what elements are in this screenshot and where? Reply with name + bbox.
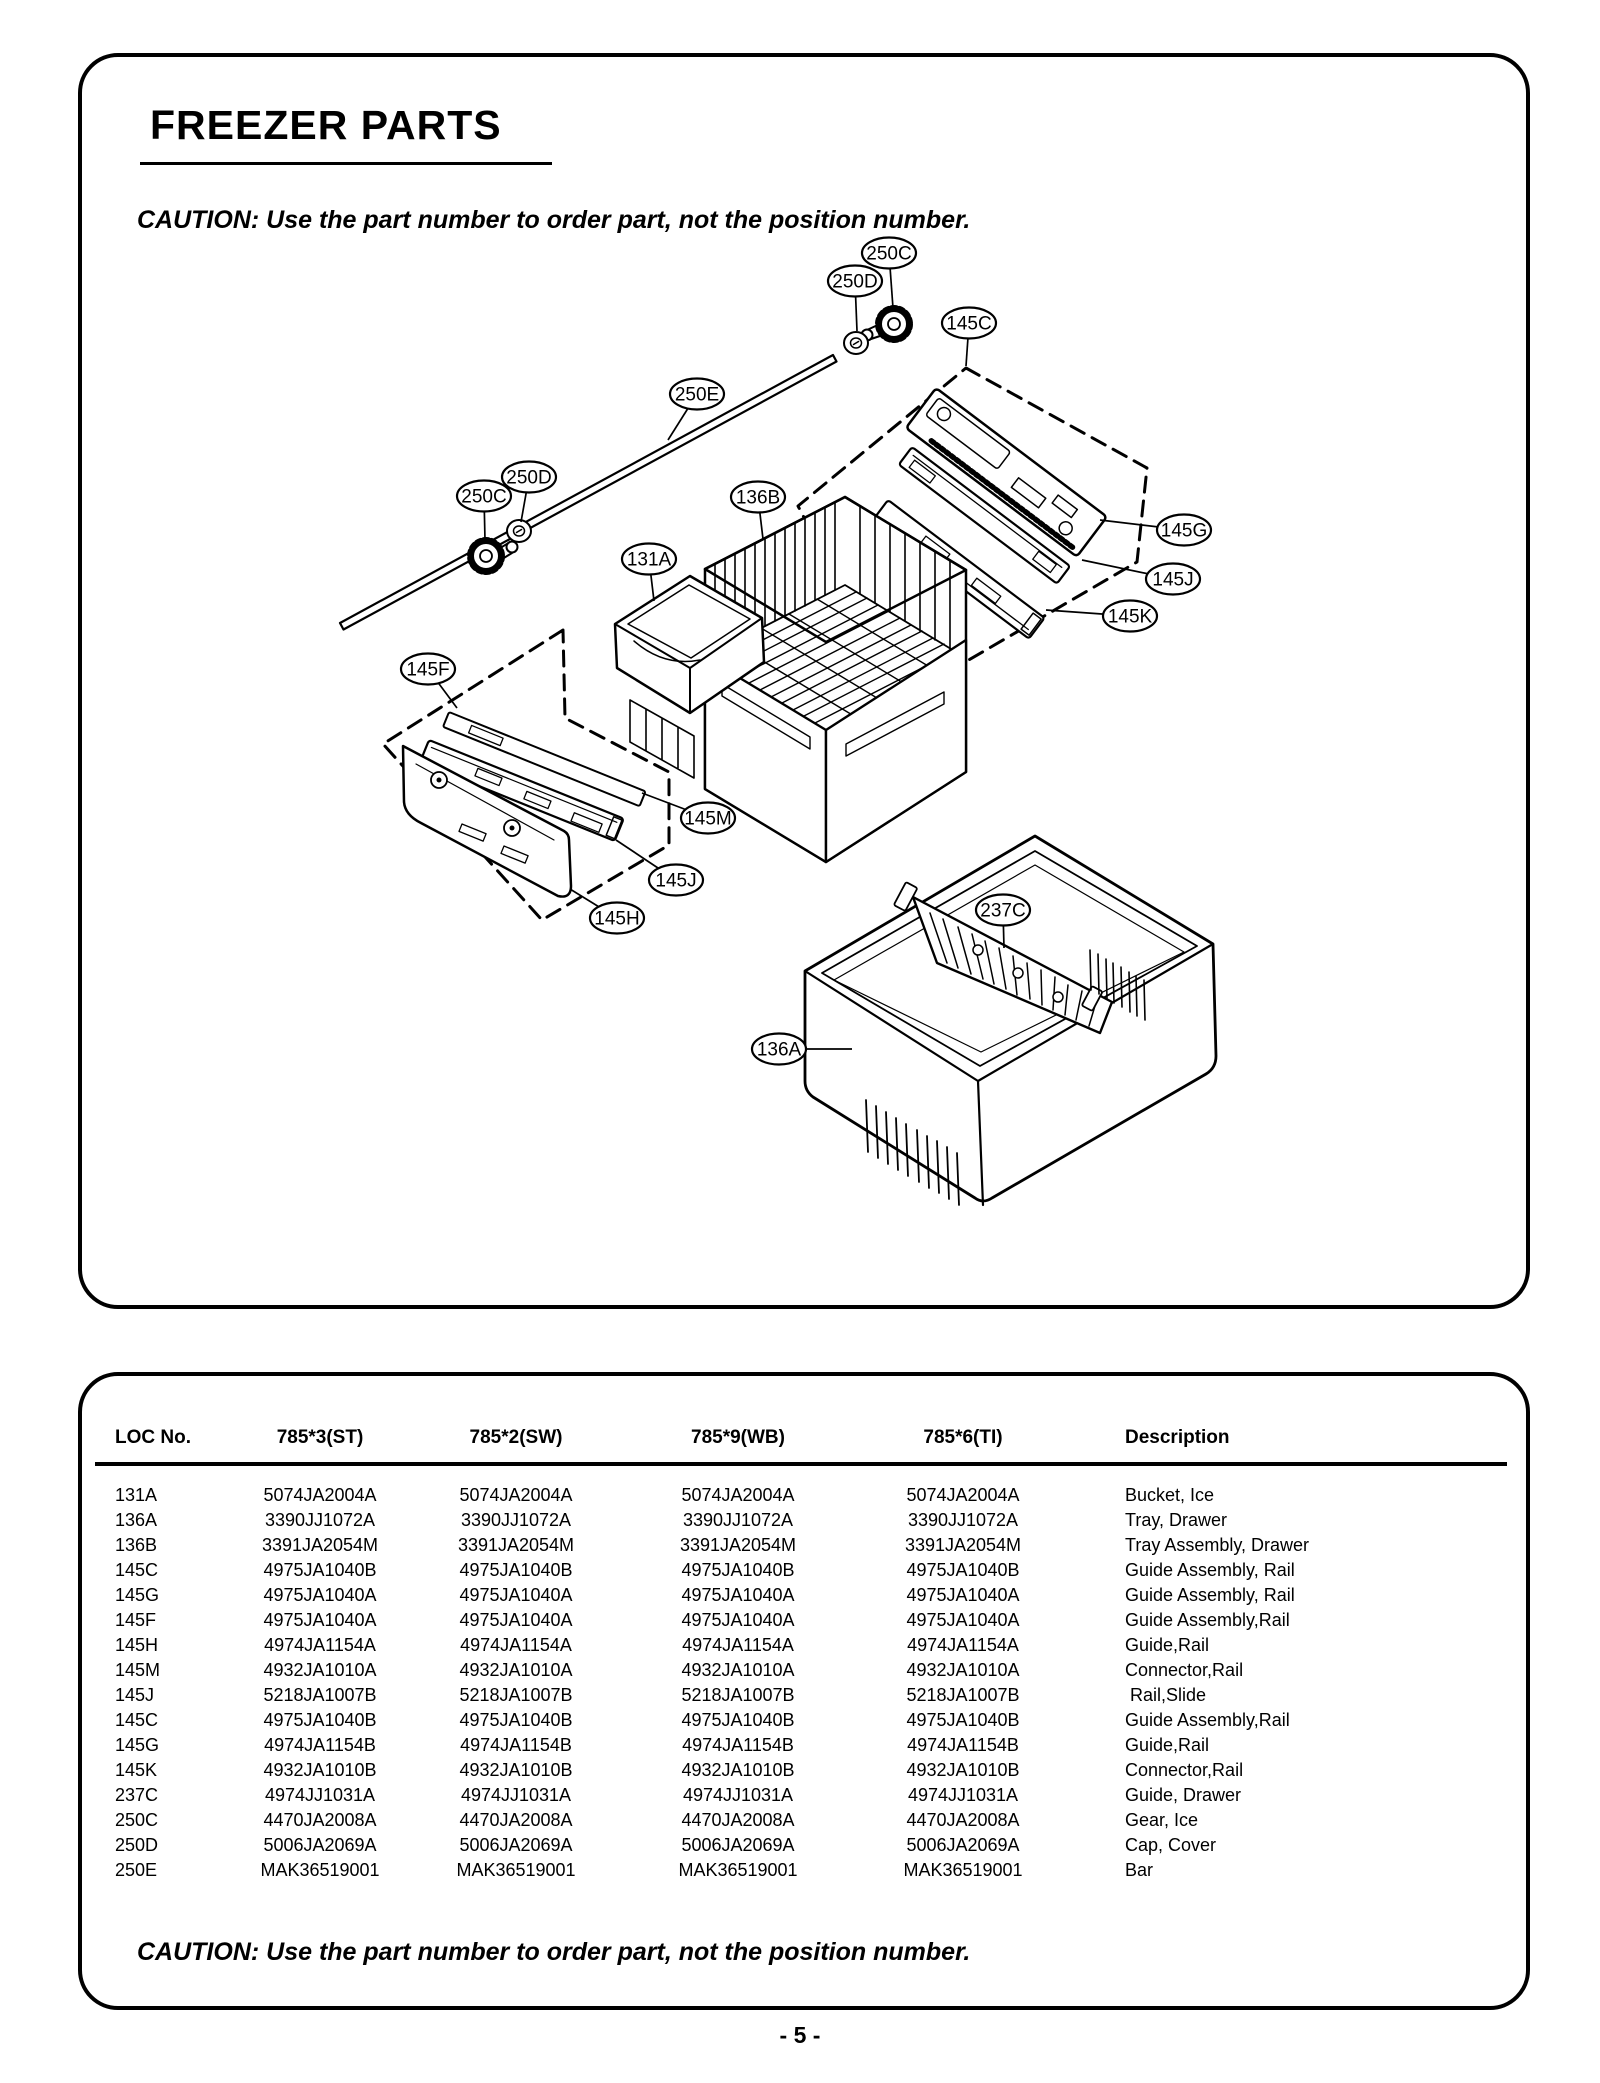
loc-cell: 250C [115, 1810, 159, 1830]
loc-cell: 136B [115, 1535, 158, 1555]
part-number-cell: 5074JA2004A [681, 1485, 795, 1505]
part-number-cell: 4932JA1010B [906, 1760, 1020, 1780]
part-number-cell: MAK36519001 [260, 1860, 380, 1880]
part-number-cell: 4975JA1040B [681, 1710, 795, 1730]
description-cell: Tray, Drawer [1125, 1510, 1228, 1530]
part-number-cell: 4932JA1010A [459, 1660, 573, 1680]
table-row [115, 1508, 1487, 1533]
callout-label: 145G [1160, 520, 1208, 542]
title-underline [140, 162, 552, 165]
table-row [115, 1483, 1487, 1508]
description-cell: Guide, Drawer [1125, 1785, 1242, 1805]
callout-label: 250E [674, 384, 720, 406]
part-number-cell: 4470JA2008A [459, 1810, 573, 1830]
part-number-cell: 4975JA1040A [263, 1610, 377, 1630]
loc-cell: 250D [115, 1835, 159, 1855]
part-number-cell: 4974JA1154B [264, 1735, 376, 1755]
loc-cell: 145J [115, 1685, 155, 1705]
description-cell: Guide Assembly, Rail [1125, 1560, 1295, 1580]
col-header-loc: LOC No. [115, 1427, 191, 1448]
page-title: FREEZER PARTS [150, 102, 502, 148]
col-header-785-6-ti: 785*6(TI) [923, 1427, 1003, 1448]
table-row [115, 1858, 1487, 1883]
col-header-785-3-st: 785*3(ST) [276, 1427, 364, 1448]
part-number-cell: 4974JJ1031A [682, 1785, 794, 1805]
part-number-cell: 4932JA1010A [263, 1660, 377, 1680]
loc-cell: 136A [115, 1510, 158, 1530]
table-row [115, 1833, 1487, 1858]
part-number-cell: 4470JA2008A [681, 1810, 795, 1830]
part-number-cell: 4975JA1040B [263, 1560, 377, 1580]
part-number-cell: 4975JA1040B [459, 1710, 573, 1730]
description-cell: Tray Assembly, Drawer [1125, 1535, 1310, 1555]
part-number-cell: 5074JA2004A [263, 1485, 377, 1505]
loc-cell: 145C [115, 1560, 159, 1580]
page-number: - 5 - [779, 2022, 821, 2048]
description-cell: Guide Assembly,Rail [1125, 1710, 1290, 1730]
loc-cell: 145G [115, 1585, 160, 1605]
callout-label: 145J [655, 870, 697, 892]
part-number-cell: 4975JA1040A [906, 1610, 1020, 1630]
part-number-cell: 5006JA2069A [906, 1835, 1020, 1855]
description-cell: Bar [1125, 1860, 1154, 1880]
part-number-cell: 4470JA2008A [263, 1810, 377, 1830]
part-number-cell: 3390JJ1072A [907, 1510, 1019, 1530]
part-number-cell: 4974JA1154B [460, 1735, 572, 1755]
part-number-cell: 4975JA1040B [681, 1560, 795, 1580]
part-number-cell: 4975JA1040B [263, 1710, 377, 1730]
part-number-cell: 4975JA1040A [681, 1585, 795, 1605]
table-row [115, 1808, 1487, 1833]
callout-label: 250D [506, 467, 552, 489]
loc-cell: 250E [115, 1860, 158, 1880]
callout-label: 145C [946, 313, 992, 335]
table-row [115, 1558, 1487, 1583]
callout-label: 145F [406, 659, 450, 681]
table-row [115, 1633, 1487, 1658]
table-row [115, 1758, 1487, 1783]
table-row [115, 1608, 1487, 1633]
part-number-cell: 3391JA2054M [457, 1535, 575, 1555]
caution-note-bottom: CAUTION: Use the part number to order part, not the position number. [137, 1938, 971, 1966]
part-number-cell: 4974JJ1031A [264, 1785, 376, 1805]
diagram-box [78, 53, 1530, 1309]
part-number-cell: 3390JJ1072A [682, 1510, 794, 1530]
loc-cell: 131A [115, 1485, 158, 1505]
description-cell: Guide,Rail [1125, 1735, 1210, 1755]
part-number-cell: 4932JA1010B [263, 1760, 377, 1780]
caution-note-top: CAUTION: Use the part number to order part, not the position number. [137, 206, 971, 234]
callout-label: 237C [980, 900, 1026, 922]
table-row [115, 1658, 1487, 1683]
part-number-cell: 4470JA2008A [906, 1810, 1020, 1830]
part-number-cell: 5218JA1007B [459, 1685, 573, 1705]
loc-cell: 145F [115, 1610, 157, 1630]
col-header-785-9-wb: 785*9(WB) [691, 1427, 785, 1448]
loc-cell: 145G [115, 1735, 160, 1755]
loc-cell: 145C [115, 1710, 159, 1730]
part-number-cell: 4932JA1010A [681, 1660, 795, 1680]
part-number-cell: 4974JA1154A [460, 1635, 572, 1655]
part-number-cell: 4975JA1040B [906, 1560, 1020, 1580]
part-number-cell: 4975JA1040B [906, 1710, 1020, 1730]
callout-label: 250C [461, 486, 507, 508]
description-cell: Rail,Slide [1125, 1685, 1207, 1705]
callout-label: 145J [1152, 569, 1194, 591]
description-cell: Bucket, Ice [1125, 1485, 1215, 1505]
part-number-cell: 4974JA1154B [907, 1735, 1019, 1755]
callout-label: 145K [1107, 606, 1153, 628]
part-number-cell: MAK36519001 [678, 1860, 798, 1880]
part-number-cell: 3391JA2054M [904, 1535, 1022, 1555]
part-number-cell: 4974JA1154A [907, 1635, 1019, 1655]
part-number-cell: 4975JA1040A [681, 1610, 795, 1630]
callout-label: 136A [756, 1039, 802, 1061]
part-number-cell: 5218JA1007B [906, 1685, 1020, 1705]
callout-label: 145H [594, 908, 640, 930]
part-number-cell: MAK36519001 [903, 1860, 1023, 1880]
part-number-cell: 4932JA1010B [459, 1760, 573, 1780]
table-row [115, 1533, 1487, 1558]
part-number-cell: 3390JJ1072A [460, 1510, 572, 1530]
loc-cell: 145H [115, 1635, 159, 1655]
description-cell: Connector,Rail [1125, 1760, 1244, 1780]
part-number-cell: 3391JA2054M [679, 1535, 797, 1555]
header-rule [95, 1462, 1507, 1466]
part-number-cell: 4975JA1040A [459, 1610, 573, 1630]
part-number-cell: 5074JA2004A [906, 1485, 1020, 1505]
parts-table-header [115, 1424, 1487, 1452]
table-row [115, 1733, 1487, 1758]
description-cell: Cap, Cover [1125, 1835, 1217, 1855]
description-cell: Guide Assembly,Rail [1125, 1610, 1290, 1630]
callout-label: 250C [866, 243, 912, 265]
part-number-cell: 5006JA2069A [681, 1835, 795, 1855]
loc-cell: 145M [115, 1660, 161, 1680]
description-cell: Guide,Rail [1125, 1635, 1210, 1655]
part-number-cell: 4974JA1154B [682, 1735, 794, 1755]
description-cell: Gear, Ice [1125, 1810, 1199, 1830]
part-number-cell: 4975JA1040B [459, 1560, 573, 1580]
part-number-cell: 5218JA1007B [263, 1685, 377, 1705]
col-header-785-2-sw: 785*2(SW) [469, 1427, 563, 1448]
loc-cell: 145K [115, 1760, 158, 1780]
part-number-cell: 4974JJ1031A [907, 1785, 1019, 1805]
table-row [115, 1683, 1487, 1708]
callout-label: 131A [626, 549, 672, 571]
part-number-cell: 4974JJ1031A [460, 1785, 572, 1805]
part-number-cell: 5006JA2069A [263, 1835, 377, 1855]
part-number-cell: 4975JA1040A [263, 1585, 377, 1605]
col-header-description: Description [1125, 1427, 1230, 1448]
part-number-cell: 5074JA2004A [459, 1485, 573, 1505]
part-number-cell: 4974JA1154A [682, 1635, 794, 1655]
description-cell: Connector,Rail [1125, 1660, 1244, 1680]
description-cell: Guide Assembly, Rail [1125, 1585, 1295, 1605]
part-number-cell: MAK36519001 [456, 1860, 576, 1880]
part-number-cell: 4974JA1154A [264, 1635, 376, 1655]
part-number-cell: 5218JA1007B [681, 1685, 795, 1705]
table-row [115, 1783, 1487, 1808]
part-number-cell: 4932JA1010B [681, 1760, 795, 1780]
table-row [115, 1708, 1487, 1733]
part-number-cell: 3390JJ1072A [264, 1510, 376, 1530]
callout-label: 136B [735, 487, 781, 509]
part-number-cell: 3391JA2054M [261, 1535, 379, 1555]
part-number-cell: 4975JA1040A [906, 1585, 1020, 1605]
part-number-cell: 5006JA2069A [459, 1835, 573, 1855]
loc-cell: 237C [115, 1785, 159, 1805]
part-number-cell: 4975JA1040A [459, 1585, 573, 1605]
part-number-cell: 4932JA1010A [906, 1660, 1020, 1680]
parts-table-rows [115, 1483, 1487, 1883]
table-row [115, 1583, 1487, 1608]
callout-label: 250D [832, 271, 878, 293]
callout-label: 145M [684, 808, 732, 830]
